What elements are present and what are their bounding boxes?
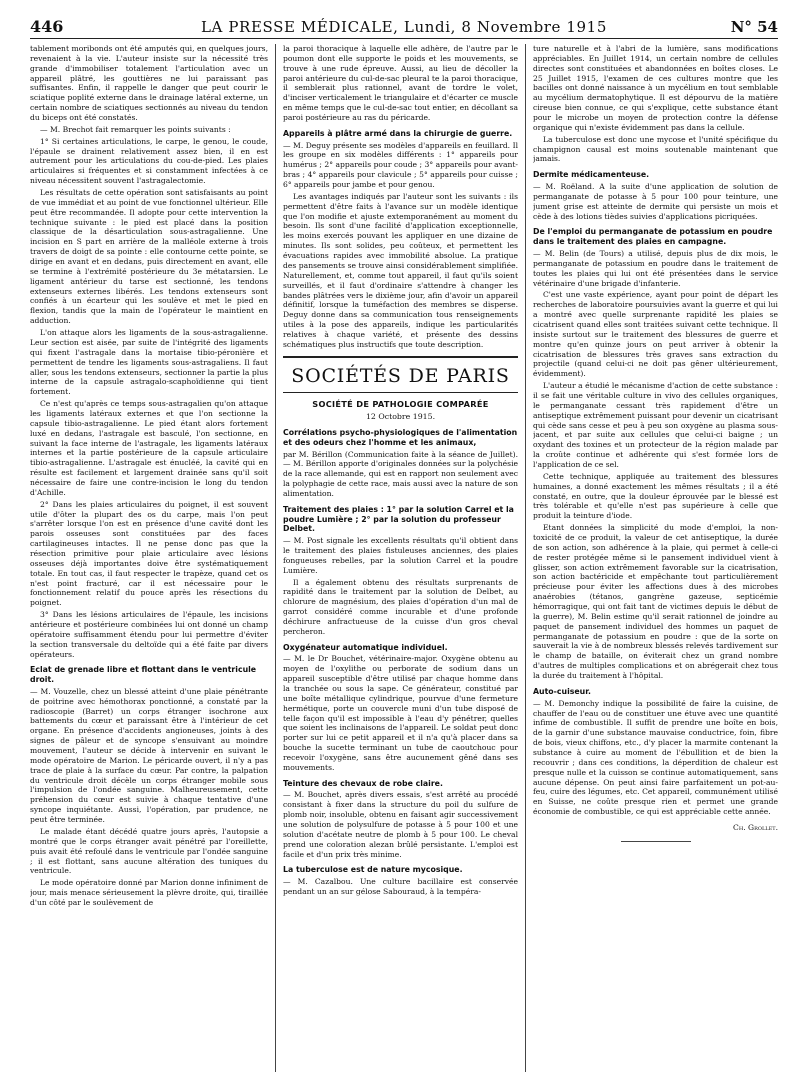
paragraph: L'auteur a étudié le mécanisme d'action de cette substance : il se fait une véritable culture in vivo des cellules organiques, le permanganate cessant très rapidement d'être un antiseptique extrêmement puissant pour devenir un cicatrisant qui cède sans cesse et peu à peu son oxygène au plasma sous-jacent, et par suite aux cellules que celui-ci baigne ; un oxydant des toxines et un protecteur de la région malade par la croûte continue et adhérente qui s'est formée lors de l'application de ce sel. [533, 381, 778, 469]
column-divider [275, 44, 276, 1072]
paragraph: — M. Belin (de Tours) a utilisé, depuis plus de dix mois, le permanganate de potassium en poudre dans le traitement de toutes les plaies qui lui ont été présentées dans le service vétérinaire d'une brigade d'infanterie. [533, 248, 778, 288]
paragraph: — M. le Dr Bouchet, vétérinaire-major. Oxygène obtenu au moyen de l'oxylithe ou perborate de sodium dans un appareil susceptible d'être utilisé par chaque homme dans la tranchée ou sous la sape. Ce générateur, constitué par une boîte métallique cylindrique, pourvue d'une fermeture hermétique, porte un couvercle muni d'un tube disposé de telle façon qu'il est impossible à l'eau d'y pénétrer, quelles que soient les inclinaisons de l'appareil. Le soldat peut donc porter sur lui ce petit appareil et il n'a qu'à placer dans sa bouche la sucette terminant un tube de caoutchouc pour recevoir l'oxygène, sans être aucunement gêné dans ses mouvements. [283, 654, 518, 772]
article-heading: Appareils à plâtre armé dans la chirurgie de guerre. [283, 128, 513, 138]
article-heading: De l'emploi du permanganate de potassium en poudre dans le traitement des plaies en campagne. [533, 227, 773, 247]
paragraph: Etant données la simplicité du mode d'emploi, la non-toxicité de ce produit, la valeur de cet antiseptique, la durée de son action, son adhérence à la plaie, qui permet à celle-ci de rester protégée même si le pansement individuel vient à glisser, son action extrêmement favorable sur la cicatrisation, son action bactéricide et empêchante tout particulièrement précieuse pour éviter les affections dues à des microbes anaérobies (tétanos, gangrène gazeuse, septicémie hémorragique, qui ont fait tant de victimes depuis le début de la guerre), M. Belin estime qu'il serait rationnel de joindre au paquet de pansement individuel des hommes un paquet de permanganate de potassium en poudre : que de la sorte on sauverait la vie à de nombreux blessés relevés tardivement sur le champ de bataille, on éviterait chez un grand nombre d'autres de multiples complications et on abrégerait chez tous la durée du traitement à l'hôpital. [533, 523, 778, 681]
paragraph: 3° Dans les lésions articulaires de l'épaule, les incisions antérieure et postérieure combinées lui ont donné un champ opératoire suffisamment étendu pour lui permettre d'éviter la section transversale du deltoïde qui a été faite par divers opérateurs. [30, 610, 268, 659]
paragraph: Il a également obtenu des résultats surprenants de rapidité dans le traitement par la solution de Delbet, au chlorure de magnésium, des plaies d'opération d'un mal de garrot considéré comme incurable et d'une profonde déchirure anfractueuse de la cuisse d'un gros cheval percheron. [283, 577, 518, 636]
paragraph: La tuberculose est donc une mycose et l'unité spécifique du champignon causal est moins soutenable maintenant que jamais. [533, 134, 778, 164]
section-title: SOCIÉTÉS DE PARIS [291, 364, 510, 387]
session-date: 12 Octobre 1915. [365, 412, 436, 421]
paragraph: — M. Deguy présente ses modèles d'appareils en feuillard. Il les groupe en six modèles différents : 1° appareils pour humérus ; 2° appareils pour coude ; 3° appareils pour avant-bras ; 4° appareils pour clavicule ; 5° appareils pour cuisse ; 6° appareils pour jambe et pour genou. [283, 140, 518, 190]
paragraph: par M. Bérillon (Communication faite à la séance de Juillet). — M. Bérillon apporte d'originales données sur la polychésie de la race allemande, qui est en rapport non seulement avec la polyphagie de cette race, mais aussi avec la nature de son alimentation. [283, 449, 518, 499]
paragraph: 2° Dans les plaies articulaires du poignet, il est souvent utile d'ôter la plupart des os du carpe, mais l'on peut s'arrêter lorsque l'on est en présence d'une cavité dont les parois osseuses sont constituées par des faces cartilagineuses intactes. Il ne pense donc pas que la résection primitive pour plaie articulaire avec lésions osseuses déjà importantes doive être systématiquement totale. En tout cas, il faut respecter le trapèze, quand cet os n'est point fracturé, car il est nécessaire pour le fonctionnement relatif du pouce après les résections du poignet. [30, 499, 268, 608]
issue-number: N° 54 [730, 18, 778, 36]
paragraph: Le malade étant décédé quatre jours après, l'autopsie a montré que le corps étranger avait pénétré par l'oreillette, puis avait été refoulé dans le ventricule par l'ondée sanguine ; il est flottant, sans aucune altération des tuniques du ventricule. [30, 826, 268, 876]
column-3 [533, 44, 778, 1074]
column-1 [30, 44, 268, 1074]
end-rule [621, 841, 691, 842]
paragraph: Cette technique, appliquée au traitement des blessures humaines, a donné exactement les mêmes résultats ; il a été constaté, en outre, que la douleur éprouvée par le blessé est très tolérable et qu'elle n'est pas supérieure à celle que produit la teinture d'iode. [533, 471, 778, 521]
paragraph: — M. Post signale les excellents résultats qu'il obtient dans le traitement des plaies fistuleuses anciennes, des plaies fongueuses rebelles, par la solution Carrel et la poudre Lumière. [283, 536, 518, 575]
society-name: SOCIÉTÉ DE PATHOLOGIE COMPARÉE [312, 399, 489, 410]
page-number: 446 [30, 17, 64, 36]
article-heading: Dermite médicamenteuse. [533, 170, 650, 180]
paragraph: — M. Vouzelle, chez un blessé atteint d'une plaie pénétrante de poitrine avec hémothorax ponctionné, a constaté par la radioscopie (Barret) un corps étranger isochrone aux battements du cœur et paraissant être à l'intérieur de cet organe. En présence d'accidents angioneuses, joints à des signes de pâleur et de syncope s'ensuivant au moindre mouvement, l'auteur se décide à intervenir en suivant le mode opératoire de Marion. Le péricarde ouvert, il n'y a pas trace de plaie à la surface du cœur. Par contre, la palpation du ventricule droit décèle un corps étranger mobile sous l'impulsion de l'ondée sanguine. Malheureusement, cette préhension du cœur est suivie à chaque tentative d'une syncope inquiétante. Aussi, l'opération, par prudence, ne peut être terminée. [30, 686, 268, 825]
paragraph: — M. Demonchy indique la possibilité de faire la cuisine, de chauffer de l'eau ou de constituer une étuve avec une quantité infime de combustible. Il suffit de prendre une boîte en bois, de la garnir d'une substance mauvaise conductrice, foin, fibre de bois, vieux chiffons, etc., d'y placer la marmite contenant la substance à cuire au moment de l'ébullition et de bien la recouvrir ; dans ces conditions, la déperdition de chaleur est presque nulle et la cuisson se continue automatiquement, sans aucune dépense. On peut ainsi faire parfaitement un pot-au-feu, cuire des légumes, etc. Cet appareil, communément utilisé en Suisse, ne coûte presque rien et permet une grande économie de combustible, ce qui est appréciable cette année. [533, 698, 778, 817]
article-heading: Teinture des chevaux de robe claire. [283, 778, 443, 788]
article-heading: Corrélations psycho-physiologiques de l'alimentation et des odeurs chez l'homme et les animaux, [283, 428, 518, 447]
journal-title: LA PRESSE MÉDICALE, Lundi, 8 Novembre 1915 [201, 18, 607, 36]
paragraph: L'on attaque alors les ligaments de la sous-astragalienne. Leur section est aisée, par suite de l'intégrité des ligaments qui fixent l'astragale dans la mortaise tibio-péronière et permettent de tendre les ligaments sous-astragaliens. Il faut aller, sous les tendons extenseurs, sectionner la partie la plus interne de la capsule astragalo-scaphoïdienne qui tient fortement. [30, 328, 268, 397]
paragraph: Ce n'est qu'après ce temps sous-astragalien qu'on attaque les ligaments latéraux externes et que l'on sectionne la capsule tibio-astragalienne. Le pied étant alors fortement luxé en dedans, l'astragale est basculé, l'on sectionne, en suivant la face interne de l'astragale, les ligaments latéraux internes et la partie postérieure de la capsule articulaire tibio-astragalienne. L'astragale est énucléé, la cavité qui en résulte est facilement et largement drainée sans qu'il soit nécessaire de faire une contre-incision le long du tendon d'Achille. [30, 399, 268, 497]
paragraph: la paroi thoracique à laquelle elle adhère, de l'autre par le poumon dont elle supporte le poids et les mouvements, se trouve à une rude épreuve. Aussi, au lieu de décoller la paroi antérieure du cul-de-sac pleural te la paroi thoracique, il semblerait plus rationnel, avant de tordre le volet, d'inciser verticalement le triangulaire et d'écarter ce muscle en même temps que le cul-de-sac tout entier, en décollant sa paroi postérieure au ras du péricarde. [283, 44, 518, 123]
page-header [30, 10, 778, 39]
section-rule [283, 392, 518, 393]
author-signature: Ch. Grollet. [733, 822, 778, 832]
column-divider [525, 44, 526, 1072]
paragraph: 1° Si certaines articulations, le carpe, le genou, le coude, l'épaule se drainent relativement assez bien, il en est autrement pour les articulations du cou-de-pied. Les plaies articulaires si fréquentes et si constamment infectées à ce niveau nécessitent souvent l'astragalectomie. [30, 136, 268, 186]
paragraph: ture naturelle et à l'abri de la lumière, sans modifications appréciables. En Juillet 1914, un certain nombre de cellules directes sont constituées et abandonnées en boîtes closes. Le 25 Juillet 1915, l'examen de ces cultures montre que les bacilles ont donné naissance à un mycélium en tout semblable au mycélium dermatophytique. Il est dépourvu de la matière cireuse bien connue, ce qui s'explique, cette substance étant pour le microbe un moyen de protection contre la défense organique qui n'existe évidemment pas dans la cellule. [533, 44, 778, 132]
paragraph: — M. Bouchet, après divers essais, s'est arrêté au procédé consistant à fixer dans la structure du poil du sulfure de plomb noir, insoluble, obtenu en faisant agir successivement une solution de polysulfure de potasse à 5 pour 100 et une solution d'acétate neutre de plomb à 5 pour 100. Le cheval prend une coloration alezan brûlé persistante. L'emploi est facile et d'un prix très minime. [283, 790, 518, 859]
paragraph: — M. Roëland. A la suite d'une application de solution de permanganate de potasse à 5 pour 100 pour teinture, une jument grise est atteinte de dermite qui persiste un mois et cède à des lotions tièdes suivies d'applications picriquées. [533, 182, 778, 221]
paragraph: C'est une vaste expérience, ayant pour point de départ les recherches de laboratoire poursuivies avant la guerre et qui lui a montré avec quelle surprenante rapidité les plaies se cicatrisent quand elles sont traitées suivant cette technique. Il insiste surtout sur le traitement des blessures de guerre et montre qu'en quinze jours on peut arriver à obtenir la cicatrisation de blessures très graves sans extraction du projectile (quand celui-ci ne doit pas gêner ultérieurement, évidemment). [533, 290, 778, 379]
paragraph: Les résultats de cette opération sont satisfaisants au point de vue immédiat et au point de vue fonctionnel ultérieur. Elle peut être recommandée. Il adopte pour cette intervention la technique suivante : le pied est placé dans la position classique de la désarticulation sous-astragalienne. Une incision en S part en arrière de la malléole externe à trois travers de doigt de sa pointe : elle contourne cette pointe, se dirige en avant et en dedans, puis directement en avant, elle se termine à l'extrémité postérieure du 3e métatarsien. Le ligament antérieur du tarse est sectionné, les tendons extenseurs externes libérés. Les tendons extenseurs sont confiés à un écarteur qui les soulève et met le pied en flexion, tandis que la main de l'opérateur le maintient en adduction. [30, 188, 268, 326]
paragraph: — M. Cazalbou. Une culture bacillaire est conservée pendant un an sur gélose Sabouraud, à la tempéra- [283, 877, 518, 897]
article-heading: Auto-cuiseur. [533, 686, 591, 696]
paragraph: tablement moribonds ont été amputés qui, en quelques jours, revenaient à la vie. L'auteur insiste sur la nécessité très grande d'immobiliser totalement l'articulation avec un appareil plâtré, les gouttières ne lui paraissant pas suffisantes. Enfin, il rappelle le danger que peut courir le sciatique poplité externe dans le drainage latéral externe, un certain nombre de sciatiques sectionnés au niveau du tendon du biceps ont été constatés. [30, 44, 268, 123]
column-2 [283, 44, 518, 1074]
paragraph: Les avantages indiqués par l'auteur sont les suivants : ils permettent d'être faits à l'avance sur un modèle identique que l'on modifie et ajuste extemporanément au moment du besoin. Ils sont d'une facilité d'application exceptionnelle, les moins exercés pouvant les appliquer en une dizaine de minutes. Ils sont solides, peu coûteux, et permettent les évacuations rapides avec immobilité absolue. La pratique des pansements se trouve ainsi considérablement simplifiée. Naturellement, et, comme tout appareil, il faut qu'ils soient surveillés, et il faut d'ordinaire s'attendre à changer les bandes plâtrées vers le dixième jour, afin d'avoir un appareil définitif, lorsque la tuméfaction des membres se disperse. Deguy donne dans sa communication tous renseignements utiles à la pose des appareils, indique les particularités relatives à chaque variété, et présente des dessins schématiques plus instructifs que toute description. [283, 191, 518, 349]
section-rule [283, 356, 518, 358]
paragraph: Le mode opératoire donné par Marion donne infiniment de jour, mais menace sérieusement la plèvre droite, qui, tiraillée d'un côté par le soulèvement de [30, 878, 268, 907]
article-heading: Eclat de grenade libre et flottant dans le ventricule droit. [30, 665, 257, 685]
article-heading: Traitement des plaies : 1° par la solution Carrel et la poudre Lumière ; 2° par la solution du professeur Delbet. [283, 504, 514, 534]
article-heading: Oxygénateur automatique individuel. [283, 642, 448, 652]
paragraph: — M. Brechot fait remarquer les points suivants : [40, 124, 231, 134]
article-heading: La tuberculose est de nature mycosique. [283, 865, 463, 875]
